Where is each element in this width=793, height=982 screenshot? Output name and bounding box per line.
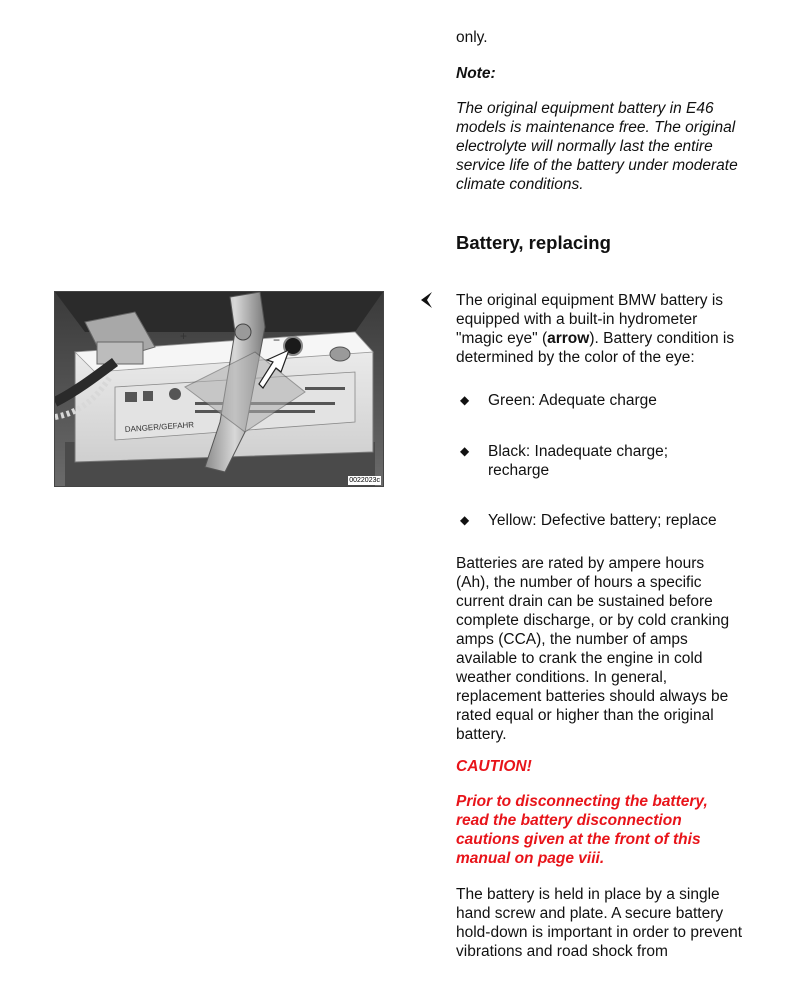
continued-text: only. (456, 29, 488, 46)
caution-text: Prior to disconnecting the battery, read the battery disconnection cautions given at the front of this manual on page viii. (456, 793, 708, 867)
minus-terminal-label: − (273, 333, 281, 347)
section-title: Battery, replacing (456, 232, 611, 253)
battery-photo (54, 291, 384, 487)
caution-label: CAUTION! (456, 758, 532, 775)
bullet-icon: ◆ (460, 393, 470, 407)
note-body (456, 99, 746, 194)
note-label: Note: (456, 65, 496, 82)
figure-pointer-icon (418, 291, 434, 309)
intro-text-after: ). Battery condition is determined by the color of the eye: (456, 330, 735, 366)
ratings-paragraph: Batteries are rated by ampere hours (Ah), the number of hours a specific current drain can be sustained before complete discharge, or by cold cranking amps (CCA), the number of amps available to crank the engine in cold weather conditions. In general, replacement batteries should always be rated equal or higher than the original battery. (456, 555, 730, 743)
intro-bold-arrow: arrow (547, 330, 590, 347)
note-text: The original equipment battery in E46 models is maintenance free. The original electrolyte will normally last the entire service life of the battery under moderate climate conditions. (456, 100, 738, 193)
bullet-icon: ◆ (460, 444, 470, 458)
plus-terminal-label: + (180, 329, 188, 343)
page-text-top (456, 28, 756, 47)
holddown-paragraph: The battery is held in place by a single hand screw and plate. A secure battery hold-down is important in order to prevent vibrations and road shock from (456, 886, 743, 960)
note-block (456, 64, 756, 83)
bullet-item-green: Green: Adequate charge (488, 392, 657, 409)
bullet-item-black: Black: Inadequate charge; recharge (488, 443, 669, 479)
figure-id: 0022023c (349, 477, 380, 484)
intro-text-before: The original equipment BMW battery is equipped with a built-in hydrometer "magic eye" ( (456, 292, 724, 347)
battery-warning-label: DANGER/GEFAHR (124, 420, 195, 434)
intro-paragraph (456, 291, 744, 367)
bullet-icon: ◆ (460, 513, 470, 527)
bullet-item-yellow: Yellow: Defective battery; replace (488, 512, 717, 529)
battery-illustration (55, 292, 383, 486)
